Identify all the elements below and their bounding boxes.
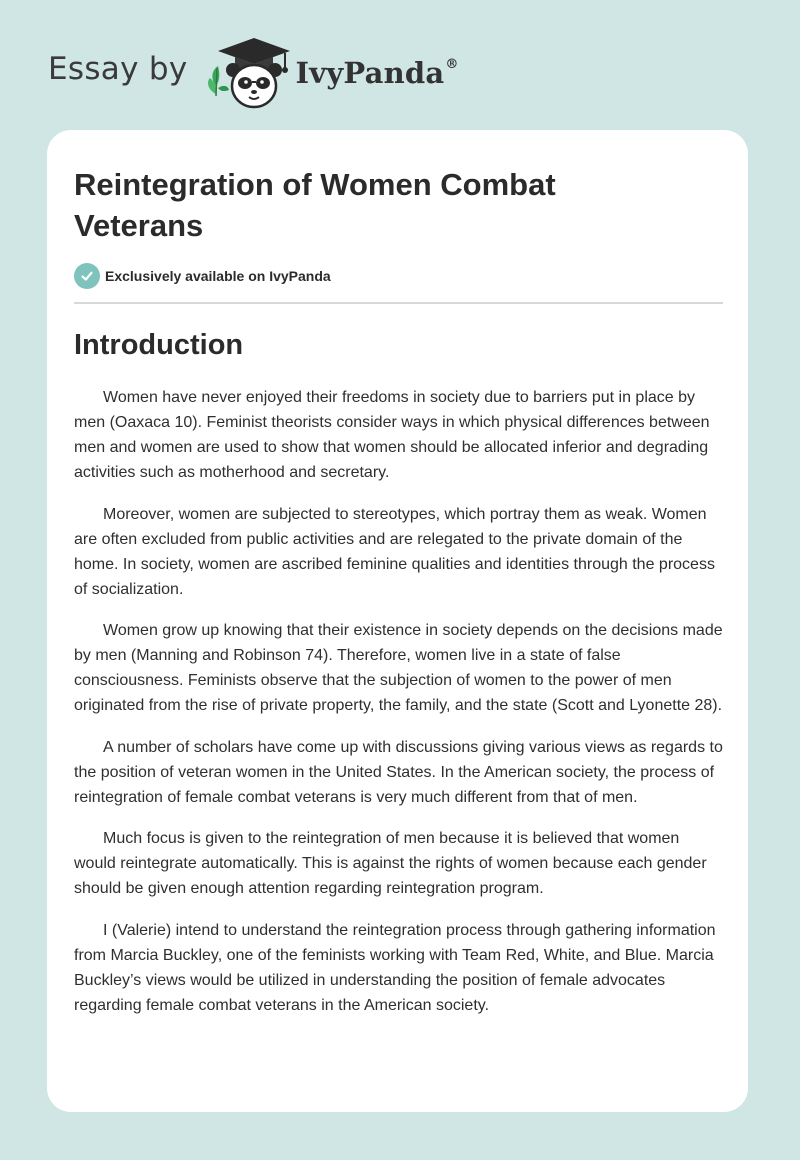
site-logo[interactable] bbox=[48, 34, 459, 110]
check-icon bbox=[74, 263, 100, 289]
paragraph: Much focus is given to the reintegration of men because it is believed that women would reintegrate automatically. This is against the rights of women because each gender should be given enough attention regarding reintegration program. bbox=[74, 830, 707, 897]
paragraph: Moreover, women are subjected to stereotypes, which portray them as weak. Women are often excluded from public activities and are relegated to the private domain of the home. In society, women are ascribed feminine qualities and identities through the process of socialization. bbox=[74, 505, 715, 598]
essay-by-label: Essay by bbox=[48, 51, 188, 87]
exclusive-badge-label: Exclusively available on IvyPanda bbox=[105, 268, 331, 284]
panda-graduation-cap-icon bbox=[202, 34, 294, 110]
paragraph: A number of scholars have come up with discussions giving various views as regards to the position of veteran women in the United States. In the American society, the process of reintegration of female combat veterans is very much different from that of men. bbox=[74, 738, 723, 806]
brand-name: IvyPanda® bbox=[295, 56, 459, 90]
section-heading: Introduction bbox=[74, 329, 244, 361]
essay-title: Reintegration of Women Combat Veterans bbox=[74, 167, 556, 243]
essay-card bbox=[47, 130, 748, 1112]
paragraph: I (Valerie) intend to understand the reintegration process through gathering information from Marcia Buckley, one of the feminists working with Team Red, White, and Blue. Marcia Buckley’s views would be utilized in understanding the position of female advocates regarding female combat veterans in the American society. bbox=[74, 921, 716, 1014]
essay-body bbox=[74, 385, 724, 1034]
paragraph: Women have never enjoyed their freedoms in society due to barriers put in place by men (Oaxaca 10). Feminist theorists consider ways in which physical differences between men and women are used to show that women should be allocated inferior and degrading activities such as motherhood and secretary. bbox=[74, 389, 710, 481]
paragraph: Women grow up knowing that their existence in society depends on the decisions made by men (Manning and Robinson 74). Therefore, women live in a state of false consciousness. Feminists observe that the subjection of women to the power of men originated from the rise of private property, the family, and the state (Scott and Lyonette 28). bbox=[74, 622, 723, 714]
divider bbox=[74, 302, 723, 304]
exclusive-badge bbox=[74, 263, 331, 289]
